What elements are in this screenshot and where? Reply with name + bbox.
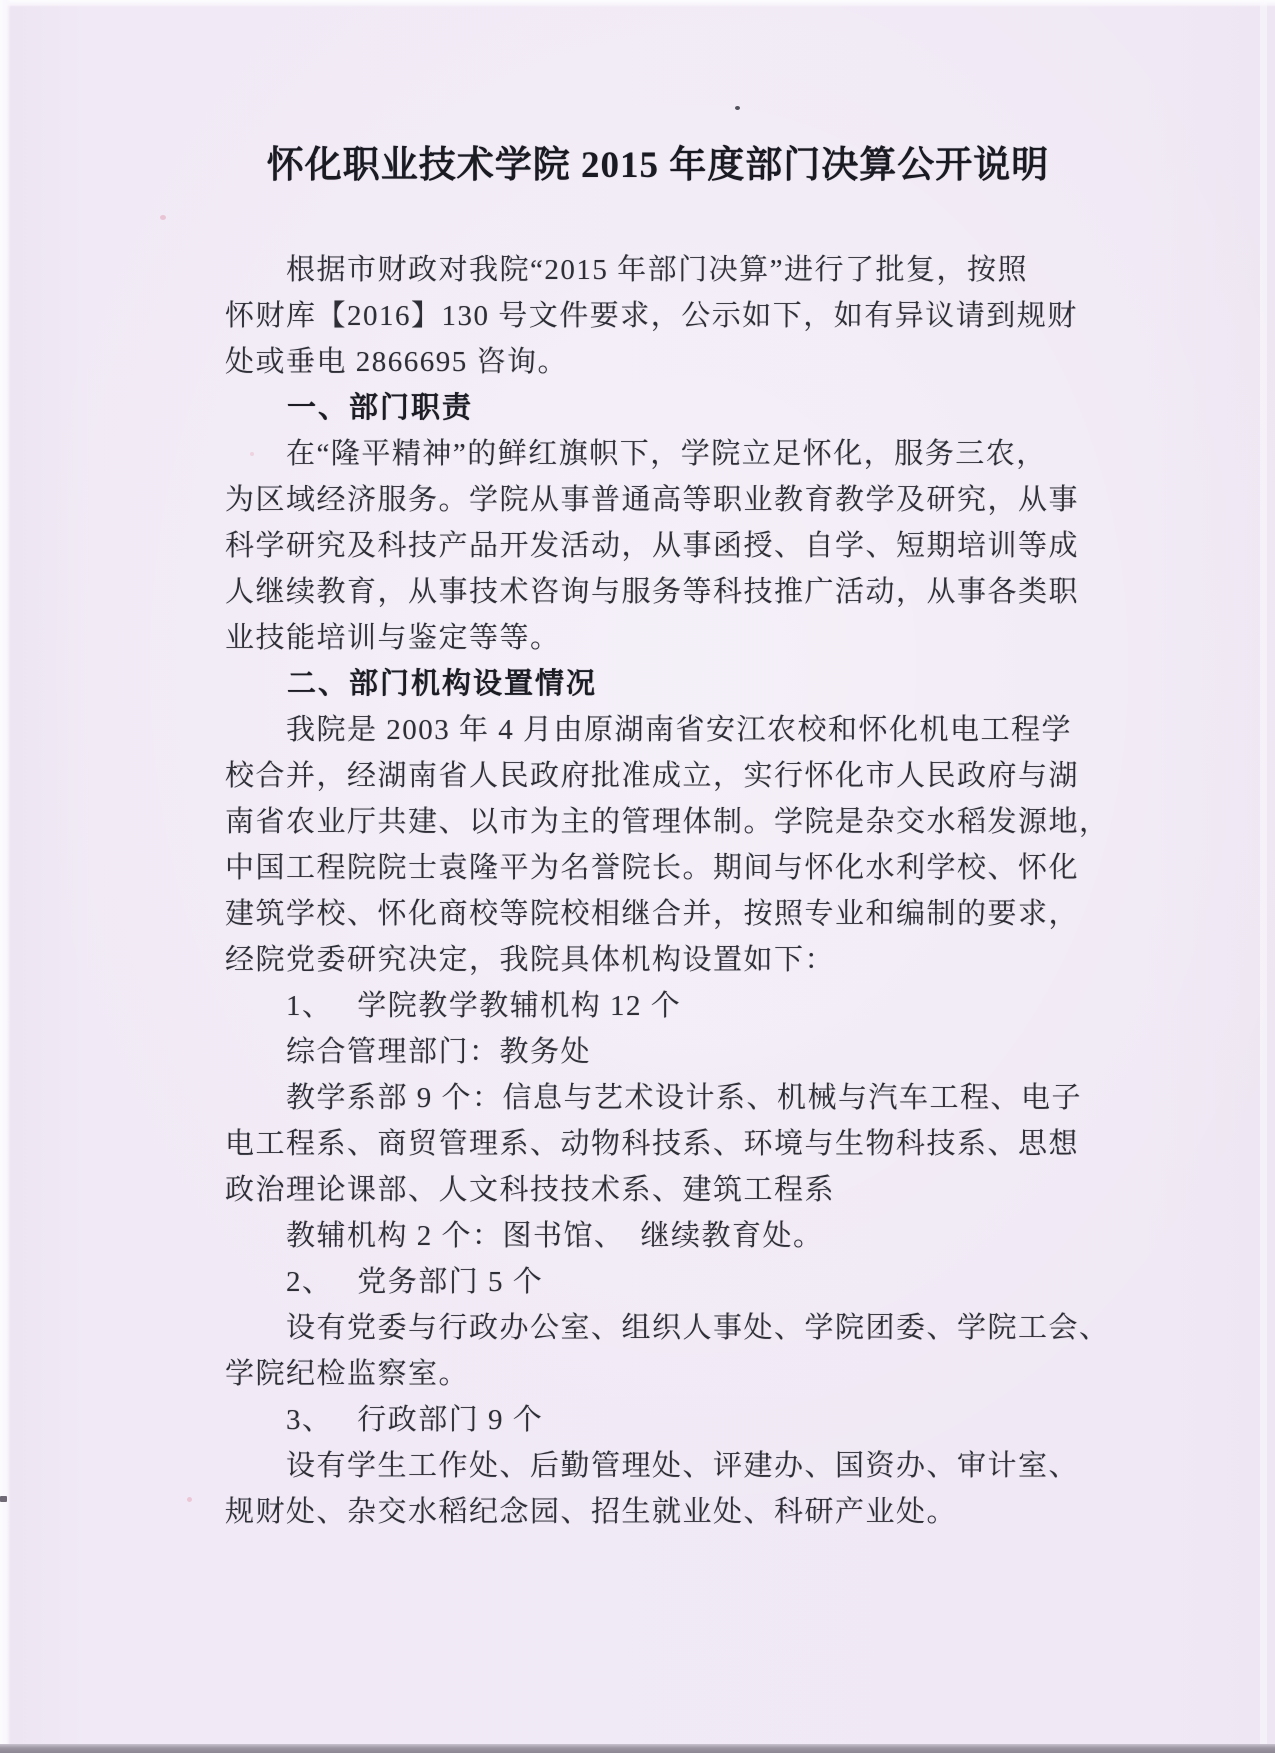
text-line: 教辅机构 2 个：图书馆、 继续教育处。 [225,1220,824,1252]
text-line: 科学研究及科技产品开发活动，从事函授、自学、短期培训等成 [225,530,1080,562]
paper-speck [160,215,166,220]
text-line: 综合管理部门：教务处 [225,1036,592,1068]
scanner-edge-left [0,0,11,1753]
text-line: 南省农业厅共建、以市为主的管理体制。学院是杂交水稻发源地， [225,806,1110,838]
document-content [225,143,1110,1535]
text-line: 怀财库【2016】130 号文件要求，公示如下，如有异议请到规财 [225,300,1078,332]
text-line: 中国工程院院士袁隆平为名誉院长。期间与怀化水利学校、怀化 [225,852,1080,884]
scanner-artifact-dash [0,1496,7,1502]
text-line: 业技能培训与鉴定等等。 [225,622,561,654]
section-heading: 二、部门机构设置情况 [225,668,598,700]
text-line: 3、 行政部门 9 个 [225,1404,544,1436]
text-line: 根据市财政对我院“2015 年部门决算”进行了批复，按照 [225,254,1028,286]
text-line: 为区域经济服务。学院从事普通高等职业教育教学及研究，从事 [225,484,1080,516]
text-line: 2、 党务部门 5 个 [225,1266,544,1298]
text-line: 学院纪检监察室。 [225,1358,470,1390]
scanner-edge-right [1260,0,1267,1753]
text-line: 在“隆平精神”的鲜红旗帜下，学院立足怀化，服务三农， [225,438,1047,470]
text-line: 处或垂电 2866695 咨询。 [225,346,569,378]
text-line: 我院是 2003 年 4 月由原湖南省安江农校和怀化机电工程学 [225,714,1073,746]
text-line: 1、 学院教学教辅机构 12 个 [225,990,682,1022]
text-line: 建筑学校、怀化商校等院校相继合并，按照专业和编制的要求， [225,898,1080,930]
scanner-edge-top [0,0,1275,7]
text-line: 设有党委与行政办公室、组织人事处、学院团委、学院工会、 [225,1312,1110,1344]
text-line: 校合并，经湖南省人民政府批准成立，实行怀化市人民政府与湖 [225,760,1080,792]
document-body [225,247,1110,1535]
document-title: 怀化职业技术学院 2015 年度部门决算公开说明 [266,145,1050,186]
text-line: 政治理论课部、人文科技技术系、建筑工程系 [225,1174,836,1206]
text-line: 设有学生工作处、后勤管理处、评建办、国资办、审计室、 [225,1450,1080,1482]
text-line: 教学系部 9 个：信息与艺术设计系、机械与汽车工程、电子 [225,1082,1083,1114]
section-heading: 一、部门职责 [225,392,474,424]
text-line: 规财处、杂交水稻纪念园、招生就业处、科研产业处。 [225,1496,958,1528]
paper-speck [735,106,740,110]
text-line: 电工程系、商贸管理系、动物科技系、环境与生物科技系、思想 [225,1128,1080,1160]
paper-speck [187,1497,192,1502]
scanner-edge-bottom [0,1744,1275,1753]
text-line: 人继续教育，从事技术咨询与服务等科技推广活动，从事各类职 [225,576,1080,608]
text-line: 经院党委研究决定，我院具体机构设置如下： [225,944,836,976]
